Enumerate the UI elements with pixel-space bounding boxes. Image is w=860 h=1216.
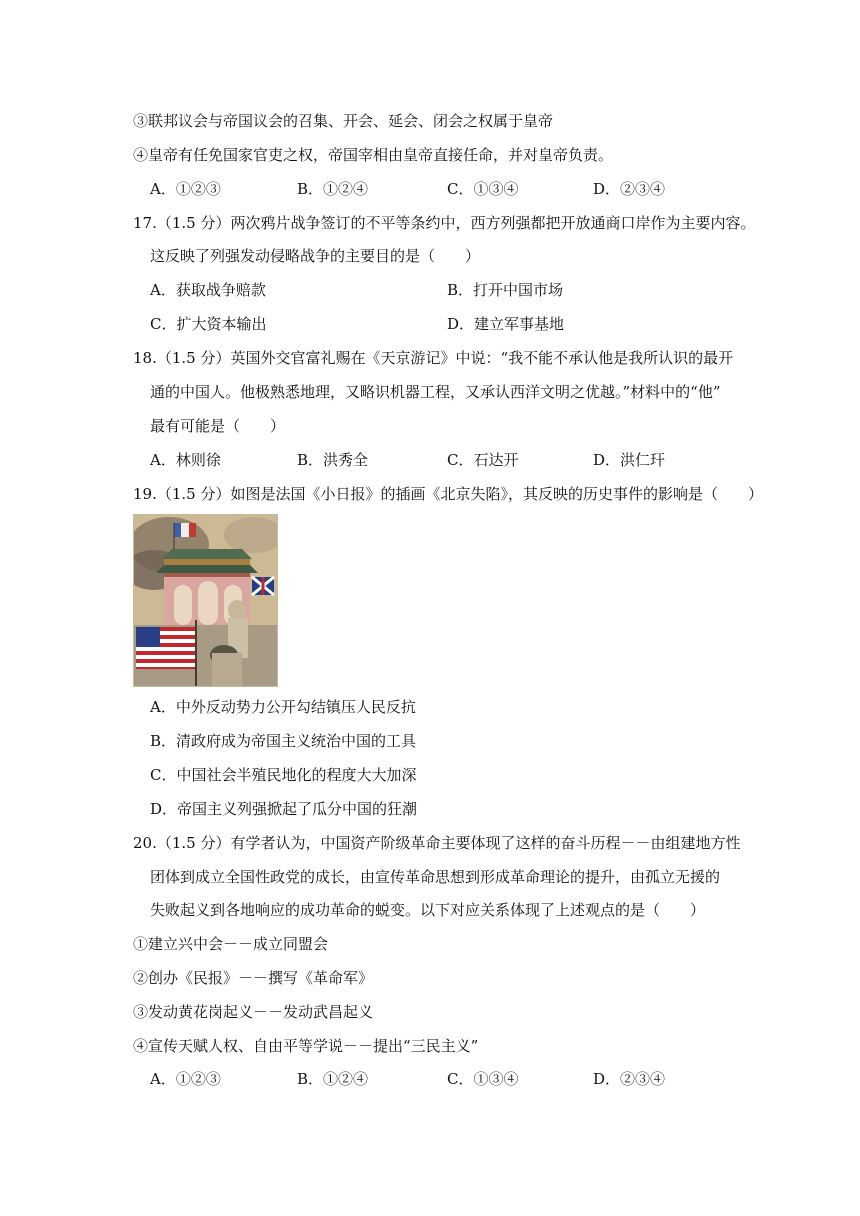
q16-option-d[interactable]: D．②③④	[593, 180, 666, 198]
q20-statement-4: ④宣传天赋人权、自由平等学说－－提出“三民主义”	[133, 1037, 479, 1055]
q16-statement-4: ④皇帝有任免国家官吏之权，帝国宰相由皇帝直接任命，并对皇帝负责。	[133, 146, 614, 164]
q20-stem-line-3: 失败起义到各地响应的成功革命的蜕变。以下对应关系体现了上述观点的是（ ）	[150, 901, 706, 919]
q18-stem-line-2: 通的中国人。他极熟悉地理，又略识机器工程，又承认西洋文明之优越。”材料中的“他”	[150, 383, 721, 401]
q16-option-b[interactable]: B．①②④	[297, 180, 369, 198]
q20-statement-1: ①建立兴中会－－成立同盟会	[133, 935, 329, 953]
q16-statement-3: ③联邦议会与帝国议会的召集、开会、延会、闭会之权属于皇帝	[133, 112, 554, 130]
q19-option-a[interactable]: A．中外反动势力公开勾结镇压人民反抗	[150, 698, 416, 716]
q20-statement-3: ③发动黄花岗起义－－发动武昌起义	[133, 1003, 374, 1021]
q19-stem-line-1: 19.（1.5 分）如图是法国《小日报》的插画《北京失陷》，其反映的历史事件的影响是（ ）	[133, 485, 763, 503]
q20-stem-line-1: 20.（1.5 分）有学者认为，中国资产阶级革命主要体现了这样的奋斗历程－－由组建地方性	[133, 834, 741, 852]
q20-statement-2: ②创办《民报》－－撰写《革命军》	[133, 969, 374, 987]
q17-option-a[interactable]: A．获取战争赔款	[150, 281, 266, 299]
q16-option-c[interactable]: C．①③④	[447, 180, 519, 198]
q20-option-a[interactable]: A．①②③	[150, 1070, 221, 1088]
q17-option-b[interactable]: B．打开中国市场	[447, 281, 564, 299]
q18-stem-line-1: 18.（1.5 分）英国外交官富礼赐在《天京游记》中说：“我不能不承认他是我所认识的最开	[133, 349, 734, 367]
q20-option-b[interactable]: B．①②④	[297, 1070, 369, 1088]
q19-option-c[interactable]: C．中国社会半殖民地化的程度大大加深	[150, 766, 417, 784]
q18-stem-line-3: 最有可能是（ ）	[150, 417, 286, 435]
q17-option-c[interactable]: C．扩大资本输出	[150, 315, 267, 333]
beijing-fall-illustration	[134, 515, 277, 686]
q18-option-c[interactable]: C．石达开	[447, 451, 519, 469]
q19-option-b[interactable]: B．清政府成为帝国主义统治中国的工具	[150, 732, 417, 750]
q18-option-b[interactable]: B．洪秀全	[297, 451, 369, 469]
q19-option-d[interactable]: D．帝国主义列强掀起了瓜分中国的狂潮	[150, 800, 418, 818]
q20-stem-line-2: 团体到成立全国性政党的成长，由宣传革命思想到形成革命理论的提升，由孤立无援的	[150, 868, 721, 886]
q16-option-a[interactable]: A．①②③	[150, 180, 221, 198]
q20-option-c[interactable]: C．①③④	[447, 1070, 519, 1088]
q19-illustration-image	[133, 514, 278, 687]
q18-option-a[interactable]: A．林则徐	[150, 451, 221, 469]
q17-stem-line-1: 17.（1.5 分）两次鸦片战争签订的不平等条约中，西方列强都把开放通商口岸作为主要内容。	[133, 214, 756, 232]
q17-stem-line-2: 这反映了列强发动侵略战争的主要目的是（ ）	[150, 247, 481, 265]
q17-option-d[interactable]: D．建立军事基地	[447, 315, 565, 333]
q20-option-d[interactable]: D．②③④	[593, 1070, 666, 1088]
q18-option-d[interactable]: D．洪仁玕	[593, 451, 666, 469]
